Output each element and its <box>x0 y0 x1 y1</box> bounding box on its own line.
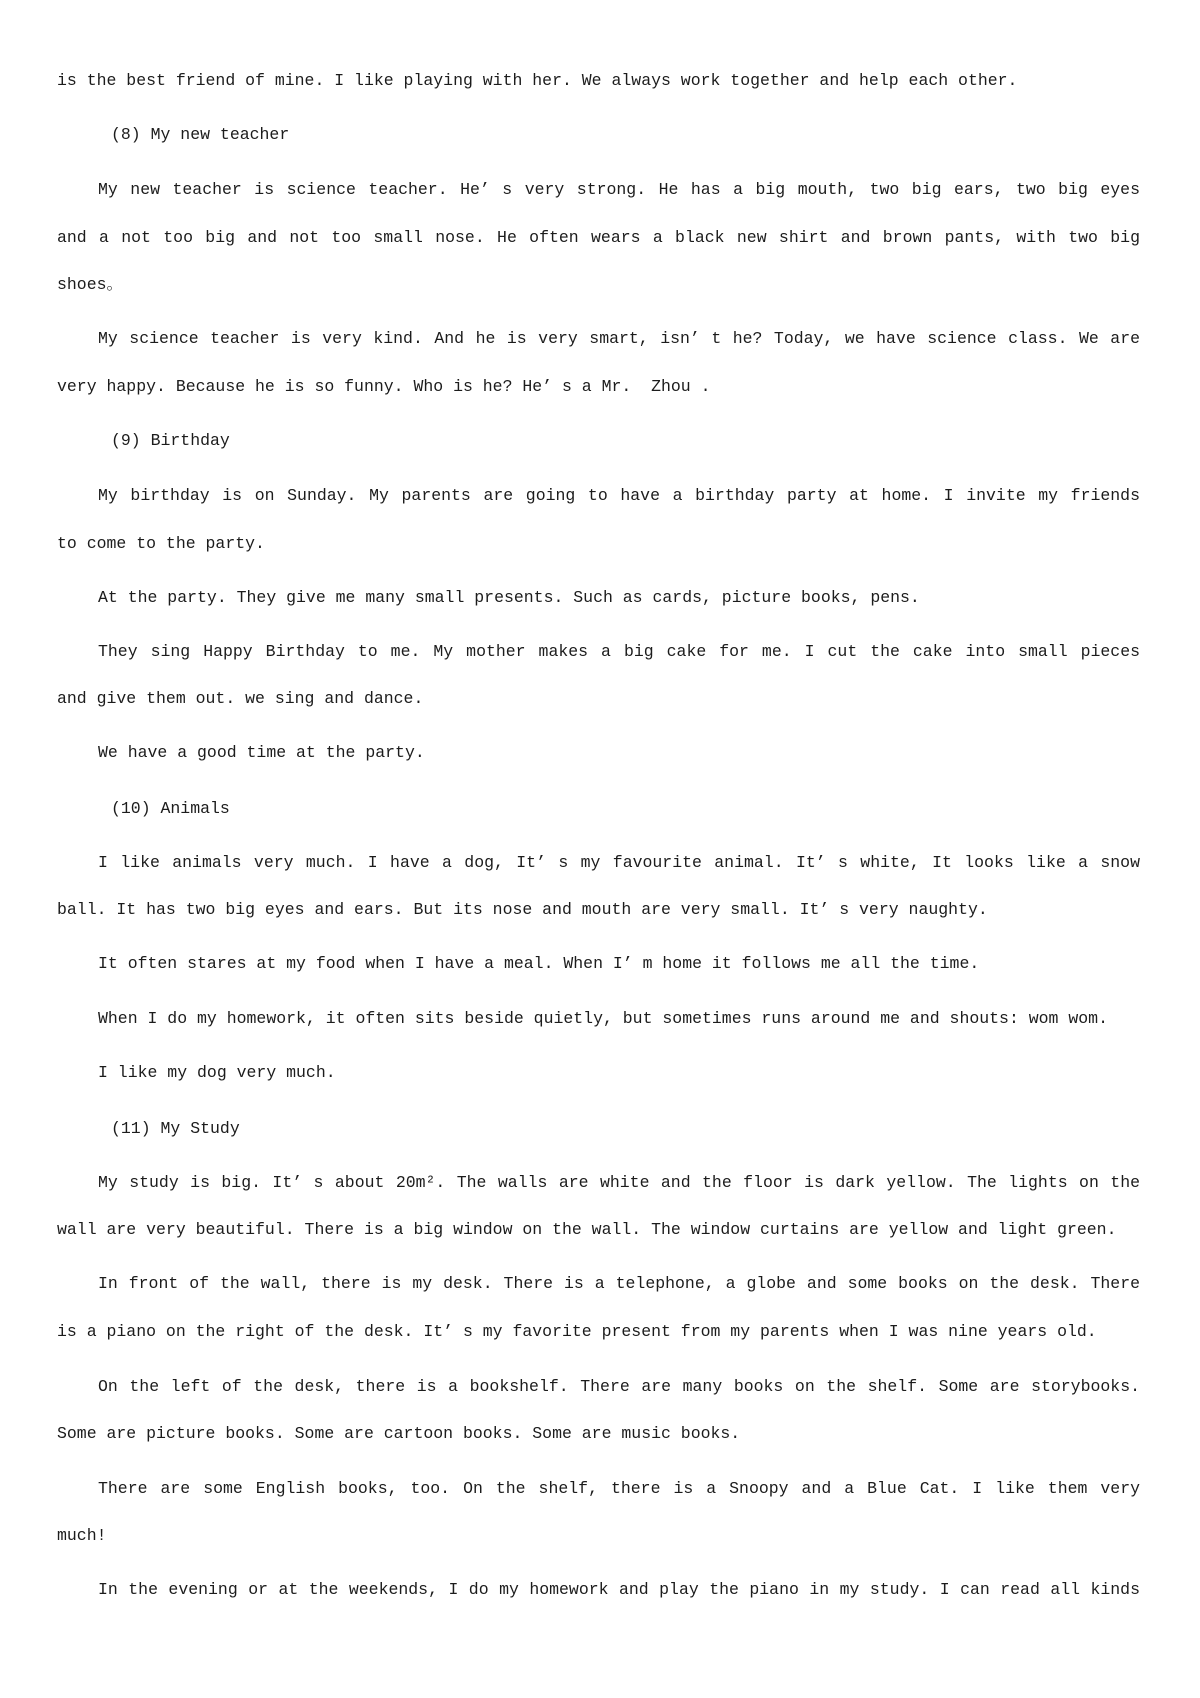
text-line: My science teacher is very kind. And he is very smart, isn’ t he? Today, we have science class. We are <box>98 329 1140 348</box>
text-line: I like animals very much. I have a dog, It’ s my favourite animal. It’ s white, It looks like a snow <box>98 853 1140 872</box>
text-line: It often stares at my food when I have a meal. When I’ m home it follows me all the time. <box>98 954 980 973</box>
text-line: wall are very beautiful. There is a big window on the wall. The window curtains are yellow and light green. <box>57 1220 1117 1239</box>
text-line: very happy. Because he is so funny. Who is he? He’ s a Mr. Zhou . <box>57 377 711 396</box>
text-line: Some are picture books. Some are cartoon books. Some are music books. <box>57 1424 741 1443</box>
text-line: In front of the wall, there is my desk. There is a telephone, a globe and some books on the desk. There <box>98 1274 1140 1293</box>
text-line: They sing Happy Birthday to me. My mother makes a big cake for me. I cut the cake into small pieces <box>98 642 1140 661</box>
text-line: shoes。 <box>57 275 124 294</box>
section-heading: (11) My Study <box>111 1119 240 1138</box>
text-line: and a not too big and not too small nose. He often wears a black new shirt and brown pants, with two big <box>57 228 1140 247</box>
text-line: much! <box>57 1526 107 1545</box>
text-line: ball. It has two big eyes and ears. But its nose and mouth are very small. It’ s very naughty. <box>57 900 988 919</box>
text-line: to come to the party. <box>57 534 265 553</box>
text-line: is the best friend of mine. I like playing with her. We always work together and help each other. <box>57 71 1018 90</box>
text-line: In the evening or at the weekends, I do my homework and play the piano in my study. I can read all kinds <box>98 1580 1140 1599</box>
text-line: When I do my homework, it often sits beside quietly, but sometimes runs around me and shouts: wom wom. <box>98 1009 1108 1028</box>
text-line: On the left of the desk, there is a bookshelf. There are many books on the shelf. Some are storybooks. <box>98 1377 1140 1396</box>
text-line: My new teacher is science teacher. He’ s very strong. He has a big mouth, two big ears, two big eyes <box>98 180 1140 199</box>
text-line: My birthday is on Sunday. My parents are going to have a birthday party at home. I invite my friends <box>98 486 1140 505</box>
text-line: My study is big. It’ s about 20m². The walls are white and the floor is dark yellow. The lights on the <box>98 1173 1140 1192</box>
section-heading: (9) Birthday <box>111 431 230 450</box>
text-line: and give them out. we sing and dance. <box>57 689 424 708</box>
section-heading: (8) My new teacher <box>111 125 290 144</box>
text-line: I like my dog very much. <box>98 1063 336 1082</box>
text-line: We have a good time at the party. <box>98 743 425 762</box>
section-heading: (10) Animals <box>111 799 230 818</box>
text-line: is a piano on the right of the desk. It’ s my favorite present from my parents when I was nine years old. <box>57 1322 1097 1341</box>
text-line: At the party. They give me many small presents. Such as cards, picture books, pens. <box>98 588 920 607</box>
text-line: There are some English books, too. On the shelf, there is a Snoopy and a Blue Cat. I like them very <box>98 1479 1140 1498</box>
